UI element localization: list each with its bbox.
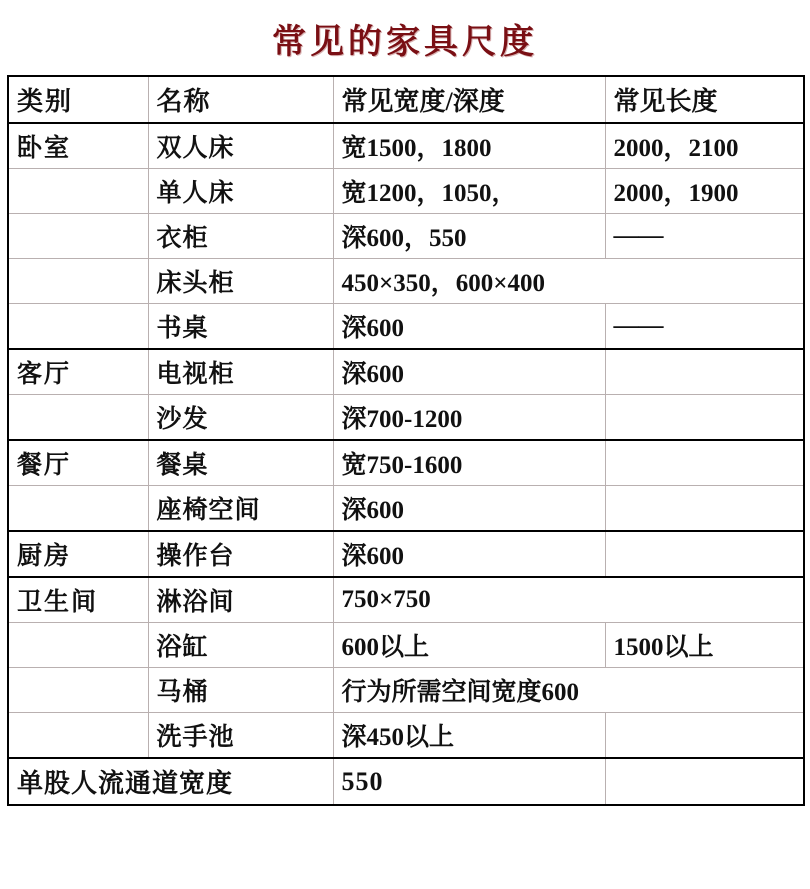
table-row (8, 623, 804, 668)
cell-category (8, 668, 148, 713)
footer-empty-cell (605, 758, 804, 805)
column-header-width-depth: 常见宽度/深度 (333, 76, 605, 123)
cell-length (605, 349, 804, 395)
cell-category (8, 214, 148, 259)
cell-width-depth: 宽1200，1050， (333, 169, 605, 214)
cell-width-depth: 450×350，600×400 (333, 259, 804, 304)
column-header-category: 类别 (8, 76, 148, 123)
cell-item-name: 沙发 (148, 395, 333, 441)
table-row (8, 214, 804, 259)
cell-length (605, 486, 804, 532)
table-row (8, 577, 804, 623)
cell-item-name: 淋浴间 (148, 577, 333, 623)
table-row (8, 169, 804, 214)
cell-item-name: 床头柜 (148, 259, 333, 304)
cell-category (8, 713, 148, 759)
cell-item-name: 电视柜 (148, 349, 333, 395)
cell-item-name: 餐桌 (148, 440, 333, 486)
furniture-dimensions-table (7, 75, 805, 806)
cell-width-depth: 深600，550 (333, 214, 605, 259)
column-header-name: 名称 (148, 76, 333, 123)
cell-width-depth: 750×750 (333, 577, 804, 623)
table-row (8, 349, 804, 395)
cell-width-depth: 行为所需空间宽度600 (333, 668, 804, 713)
cell-width-depth: 600以上 (333, 623, 605, 668)
table-row (8, 304, 804, 350)
cell-category (8, 169, 148, 214)
cell-item-name: 书桌 (148, 304, 333, 350)
footer-label: 单股人流通道宽度 (8, 758, 333, 805)
cell-item-name: 座椅空间 (148, 486, 333, 532)
cell-item-name: 衣柜 (148, 214, 333, 259)
table-body (8, 76, 804, 805)
table-row (8, 123, 804, 169)
cell-length: —— (605, 214, 804, 259)
cell-length (605, 713, 804, 759)
column-header-length: 常见长度 (605, 76, 804, 123)
table-header-row (8, 76, 804, 123)
cell-category (8, 486, 148, 532)
table-row (8, 668, 804, 713)
cell-width-depth: 深600 (333, 304, 605, 350)
footer-value: 550 (333, 758, 605, 805)
table-row (8, 259, 804, 304)
table-row (8, 440, 804, 486)
cell-category (8, 623, 148, 668)
cell-width-depth: 深700-1200 (333, 395, 605, 441)
page-title: 常见的家具尺度 (272, 24, 538, 61)
cell-length (605, 440, 804, 486)
cell-item-name: 洗手池 (148, 713, 333, 759)
cell-width-depth: 宽750-1600 (333, 440, 605, 486)
table-row (8, 395, 804, 441)
cell-item-name: 浴缸 (148, 623, 333, 668)
cell-length (605, 531, 804, 577)
cell-length: 2000，1900 (605, 169, 804, 214)
cell-width-depth: 深600 (333, 349, 605, 395)
cell-item-name: 操作台 (148, 531, 333, 577)
cell-category: 客厅 (8, 349, 148, 395)
table-row (8, 486, 804, 532)
cell-width-depth: 宽1500，1800 (333, 123, 605, 169)
cell-category: 餐厅 (8, 440, 148, 486)
cell-width-depth: 深600 (333, 531, 605, 577)
cell-category: 卧室 (8, 123, 148, 169)
cell-width-depth: 深450以上 (333, 713, 605, 759)
cell-item-name: 双人床 (148, 123, 333, 169)
cell-item-name: 马桶 (148, 668, 333, 713)
cell-item-name: 单人床 (148, 169, 333, 214)
cell-category: 厨房 (8, 531, 148, 577)
cell-category: 卫生间 (8, 577, 148, 623)
cell-width-depth: 深600 (333, 486, 605, 532)
table-row (8, 531, 804, 577)
table-row (8, 713, 804, 759)
table-footer-row (8, 758, 804, 805)
cell-category (8, 304, 148, 350)
cell-length (605, 395, 804, 441)
cell-category (8, 259, 148, 304)
cell-length: 1500以上 (605, 623, 804, 668)
cell-length: —— (605, 304, 804, 350)
cell-length: 2000，2100 (605, 123, 804, 169)
cell-category (8, 395, 148, 441)
